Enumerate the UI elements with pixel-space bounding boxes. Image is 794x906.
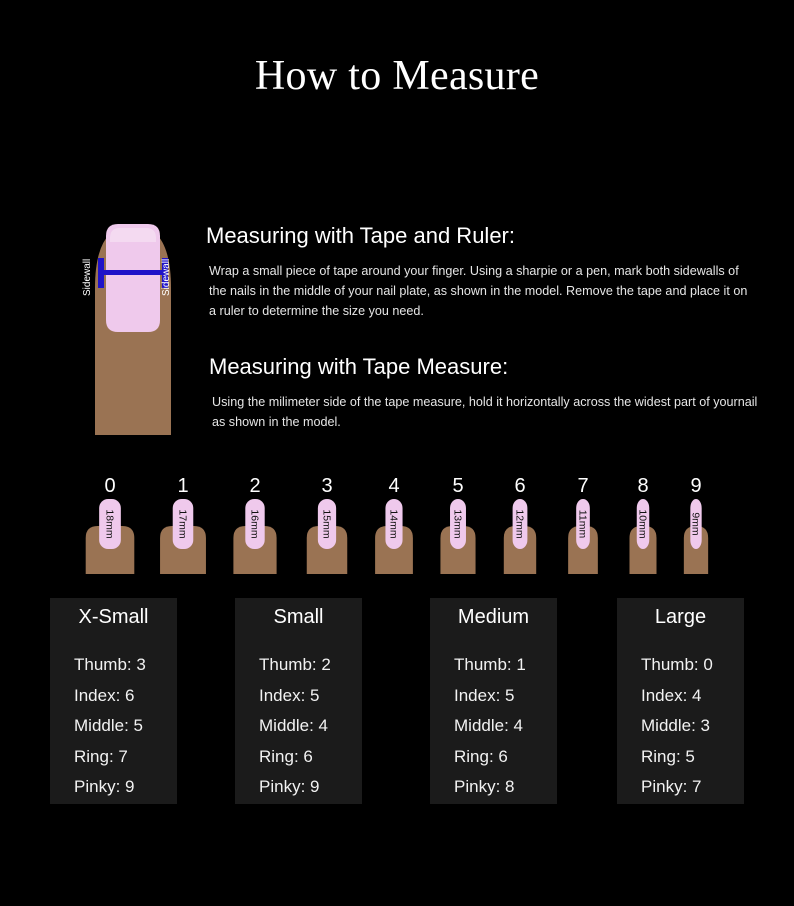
size-title: Small	[273, 606, 324, 628]
size-row-middle: Middle: 4	[454, 716, 523, 735]
section-heading-tape-measure: Measuring with Tape Measure:	[209, 354, 509, 379]
size-number-label: 6	[514, 475, 526, 497]
size-row-pinky: Pinky: 9	[259, 777, 320, 796]
size-box-large	[617, 598, 744, 804]
size-number-label: 7	[577, 475, 589, 497]
size-title: Large	[654, 606, 707, 628]
nail-size-6	[504, 475, 536, 574]
nail-width-label: 10mm	[636, 509, 649, 539]
sidewall-mark-left	[98, 258, 104, 288]
nail-size-0	[86, 475, 135, 574]
page-title: How to Measure	[254, 53, 540, 99]
size-box-medium	[430, 598, 557, 804]
size-row-pinky: Pinky: 9	[74, 777, 135, 796]
section-body-tape-measure: Using the milimeter side of the tape measure, hold it horizontally across the widest part of yournail as shown in the model.	[212, 395, 758, 429]
size-row-ring: Ring: 6	[454, 746, 508, 766]
size-number-label: 5	[452, 475, 464, 497]
size-row-thumb: Thumb: 0	[641, 655, 713, 674]
nail-size-chart	[0, 465, 794, 585]
size-row-ring: Ring: 5	[641, 746, 695, 766]
size-row-thumb: Thumb: 1	[454, 655, 526, 674]
size-number-label: 0	[104, 475, 116, 497]
size-row-index: Index: 6	[74, 685, 135, 705]
nail-tip	[110, 228, 156, 242]
size-number-label: 4	[388, 475, 400, 497]
nail-width-label: 13mm	[451, 509, 464, 539]
size-row-thumb: Thumb: 3	[74, 655, 146, 674]
size-row-index: Index: 5	[259, 685, 320, 705]
size-number-label: 2	[249, 475, 261, 497]
size-row-thumb: Thumb: 2	[259, 655, 331, 674]
nail-size-3	[307, 475, 348, 574]
nail-width-label: 14mm	[387, 509, 400, 539]
size-box-small	[235, 598, 362, 804]
nail-width-label: 15mm	[320, 509, 333, 539]
nail-width-label: 16mm	[248, 509, 261, 539]
size-list	[641, 650, 713, 803]
nail-width-label: 18mm	[103, 509, 116, 539]
nail-size-1	[160, 475, 206, 574]
size-row-index: Index: 5	[454, 685, 515, 705]
size-row-middle: Middle: 3	[641, 716, 710, 735]
nail-width-label: 9mm	[689, 512, 702, 536]
size-row-middle: Middle: 4	[259, 716, 328, 735]
size-row-middle: Middle: 5	[74, 716, 143, 735]
nail-width-label: 17mm	[176, 509, 189, 539]
size-title: X-Small	[78, 606, 149, 628]
size-row-ring: Ring: 6	[259, 746, 313, 766]
nail-size-8	[630, 475, 657, 574]
size-number-label: 8	[637, 475, 649, 497]
size-row-index: Index: 4	[641, 685, 702, 705]
measure-line	[100, 270, 166, 275]
section-heading-tape-ruler: Measuring with Tape and Ruler:	[206, 223, 515, 248]
nail-width-label: 12mm	[513, 509, 526, 539]
finger-model-illustration	[78, 220, 188, 435]
nail-size-4	[375, 475, 413, 574]
nail-size-7	[568, 475, 598, 574]
sidewall-label-left: Sidewall	[82, 258, 93, 296]
nail-width-label: 11mm	[576, 509, 589, 539]
sidewall-label-right: Sidewall	[161, 258, 172, 296]
size-list	[454, 650, 526, 803]
size-row-pinky: Pinky: 7	[641, 777, 702, 796]
nail-size-5	[440, 475, 475, 574]
size-box-x-small	[50, 598, 177, 804]
size-number-label: 1	[177, 475, 189, 497]
nail-size-9	[684, 475, 708, 574]
size-row-ring: Ring: 7	[74, 746, 128, 766]
size-row-pinky: Pinky: 8	[454, 777, 515, 796]
size-number-label: 9	[690, 475, 702, 497]
size-list	[74, 650, 146, 803]
size-number-label: 3	[321, 475, 333, 497]
section-body-tape-ruler: Wrap a small piece of tape around your finger. Using a sharpie or a pen, mark both sidewalls of the nails in the middle of your nail plate, as shown in the model. Remove the tape and place it on a ruler to determine the size you need.	[209, 264, 748, 318]
size-list	[259, 650, 331, 803]
nail-size-2	[233, 475, 276, 574]
size-title: Medium	[457, 606, 530, 628]
